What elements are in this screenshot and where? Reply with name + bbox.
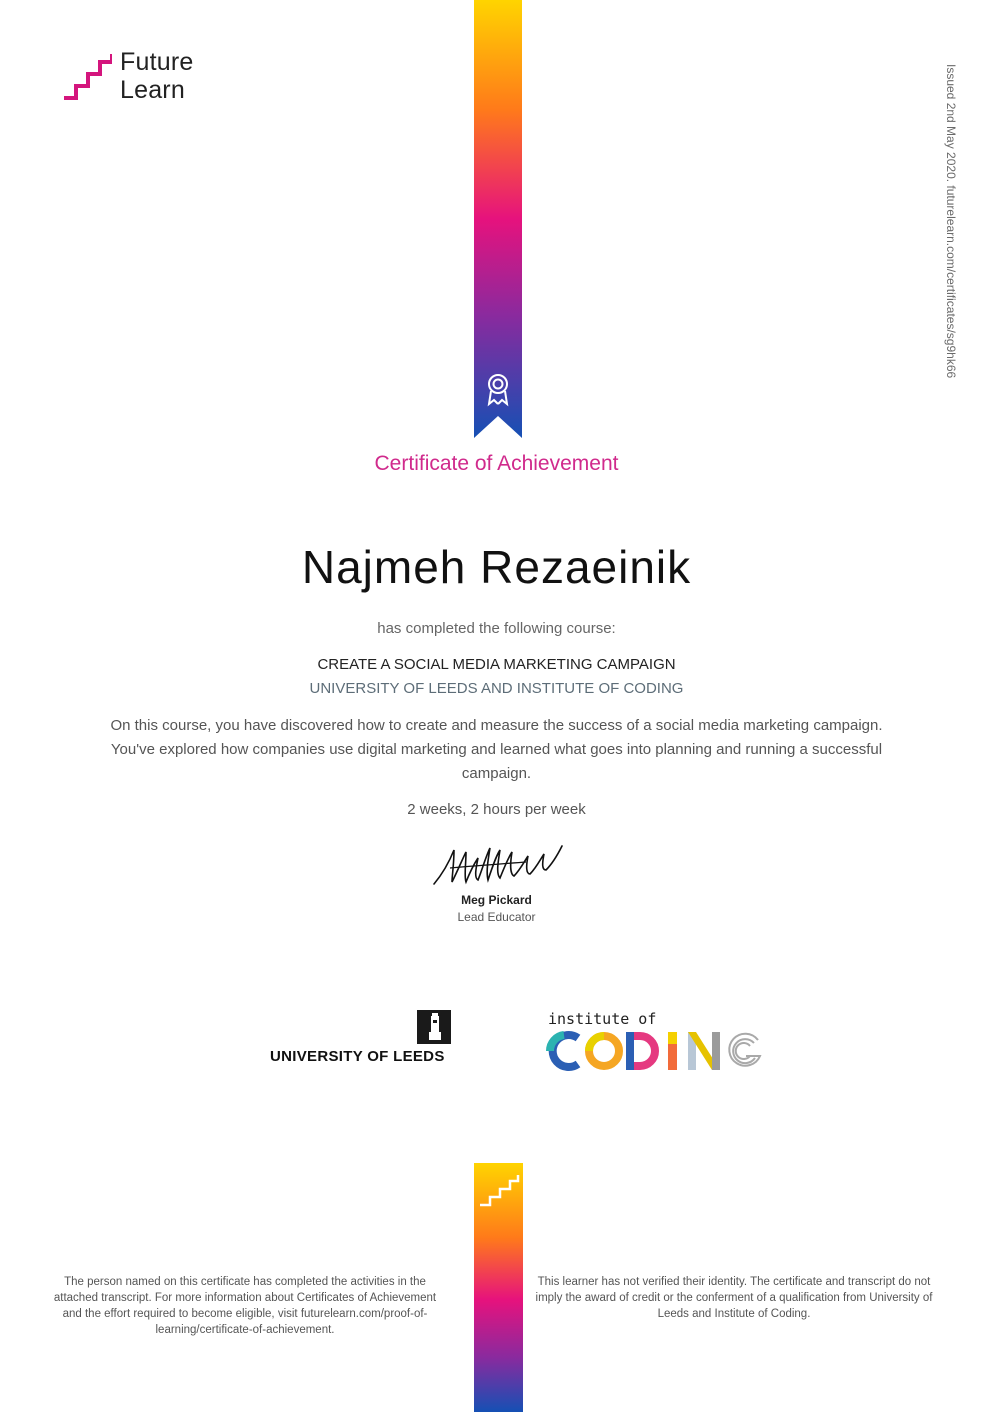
certificate-title: Certificate of Achievement [374, 452, 619, 475]
ioc-small-text: institute of [548, 1010, 657, 1028]
leeds-tower-icon [417, 1010, 451, 1044]
footer-left-text: The person named on this certificate has completed the activities in the attached transcript. For more information about Certificates of Achievement and the effort required to become eligible, visit futurelearn.com/proof-of-learning/certificate-of-achievement. [53, 1276, 437, 1336]
course-providers: UNIVERSITY OF LEEDS AND INSTITUTE OF CODING [309, 680, 684, 697]
ioc-wordmark [544, 1030, 769, 1072]
brand-line-2: Learn [120, 76, 185, 104]
educator-name: Meg Pickard [461, 893, 532, 907]
course-title: CREATE A SOCIAL MEDIA MARKETING CAMPAIGN [317, 656, 676, 673]
futurelearn-logo [62, 48, 212, 108]
recipient-name: Najmeh Rezaeinik [301, 541, 692, 593]
leeds-wordmark: UNIVERSITY OF LEEDS [270, 1048, 445, 1065]
bottom-ribbon [474, 1163, 523, 1412]
completed-text: has completed the following course: [377, 620, 616, 637]
course-duration: 2 weeks, 2 hours per week [407, 801, 586, 818]
stairs-icon [62, 52, 112, 102]
footer-right-text: This learner has not verified their identity. The certificate and transcript do not imply the award of credit or the conferment of a qualification from University of Leeds and Institute of Coding. [535, 1276, 933, 1320]
university-of-leeds-logo [265, 1010, 455, 1070]
brand-wordmark [120, 48, 193, 104]
signature-image [430, 842, 570, 890]
issued-text: Issued 2nd May 2020. futurelearn.com/certificates/sg9hk66 [944, 64, 958, 379]
educator-role: Lead Educator [457, 910, 536, 924]
brand-line-1: Future [120, 48, 194, 76]
top-ribbon [474, 0, 522, 440]
institute-of-coding-logo [544, 1010, 769, 1072]
course-description: On this course, you have discovered how to create and measure the success of a social media marketing campaign. You've explored how companies use digital marketing and learned what goes into planning and running a successful campaign. [110, 717, 883, 782]
